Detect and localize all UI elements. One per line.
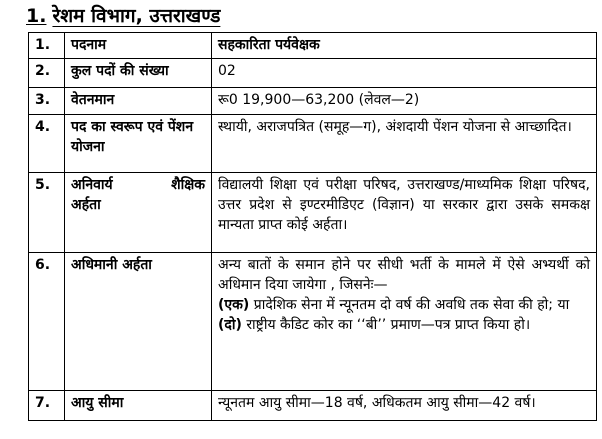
section-number: 1. (26, 5, 47, 27)
row-number: 3. (29, 88, 65, 115)
section-heading (26, 3, 220, 29)
row-label: पद का स्वरूप एवं पेंशन योजना (65, 115, 212, 173)
table-row (29, 59, 597, 88)
row-label: आयु सीमा (65, 391, 212, 421)
table-row (29, 33, 597, 59)
preference-intro: अन्य बातों के समान होने पर सीधी भर्ती के मामले में ऐसे अभ्यर्थी को अधिमान दिया जायेगा , जिसनेः— (218, 257, 590, 293)
row-value: रू0 19,900—63,200 (लेवल—2) (212, 88, 597, 115)
option-marker: (दो) (218, 317, 242, 333)
row-number: 4. (29, 115, 65, 173)
row-value: विद्यालयी शिक्षा एवं परीक्षा परिषद, उत्तराखण्ड/माध्यमिक शिक्षा परिषद, उत्तर प्रदेश से इण्टरमीडिएट (विज्ञान) या सरकार द्वारा उसके समकक्ष मान्यता प्राप्त कोई अर्हता। (212, 173, 597, 253)
row-value: 02 (212, 59, 597, 88)
option-text: प्रादेशिक सेना में न्यूनतम दो वर्ष की अवधि तक सेवा की हो; या (253, 297, 570, 313)
row-label-word: अर्हता (71, 197, 101, 213)
row-label: कुल पदों की संख्या (65, 59, 212, 88)
table-row (29, 173, 597, 253)
row-label-word: शैक्षिक (171, 177, 205, 193)
preference-option (218, 295, 590, 315)
row-label: अधिमानी अर्हता (65, 253, 212, 391)
option-text: राष्ट्रीय कैडिट कोर का ‘‘बी’’ प्रमाण—पत्र प्राप्त किया हो। (246, 317, 531, 333)
option-marker: (एक) (218, 297, 250, 313)
table-row (29, 253, 597, 391)
row-value: न्यूनतम आयु सीमा—18 वर्ष, अधिकतम आयु सीमा—42 वर्ष। (212, 391, 597, 421)
section-title: रेशम विभाग, उत्तराखण्ड (52, 5, 221, 27)
post-details-table (28, 32, 597, 421)
row-label: वेतनमान (65, 88, 212, 115)
row-number: 6. (29, 253, 65, 391)
row-number: 1. (29, 33, 65, 59)
row-number: 7. (29, 391, 65, 421)
row-label: पदनाम (65, 33, 212, 59)
row-label-word: अनिवार्य (71, 177, 113, 193)
row-number: 2. (29, 59, 65, 88)
table-row (29, 115, 597, 173)
table-row (29, 88, 597, 115)
row-value: स्थायी, अराजपत्रित (समूह—ग), अंशदायी पेंशन योजना से आच्छादित। (212, 115, 597, 173)
row-number: 5. (29, 173, 65, 253)
table-row (29, 391, 597, 421)
preference-option (218, 315, 590, 335)
row-value: सहकारिता पर्यवेक्षक (212, 33, 597, 59)
row-value (212, 253, 597, 391)
row-label (65, 173, 212, 253)
